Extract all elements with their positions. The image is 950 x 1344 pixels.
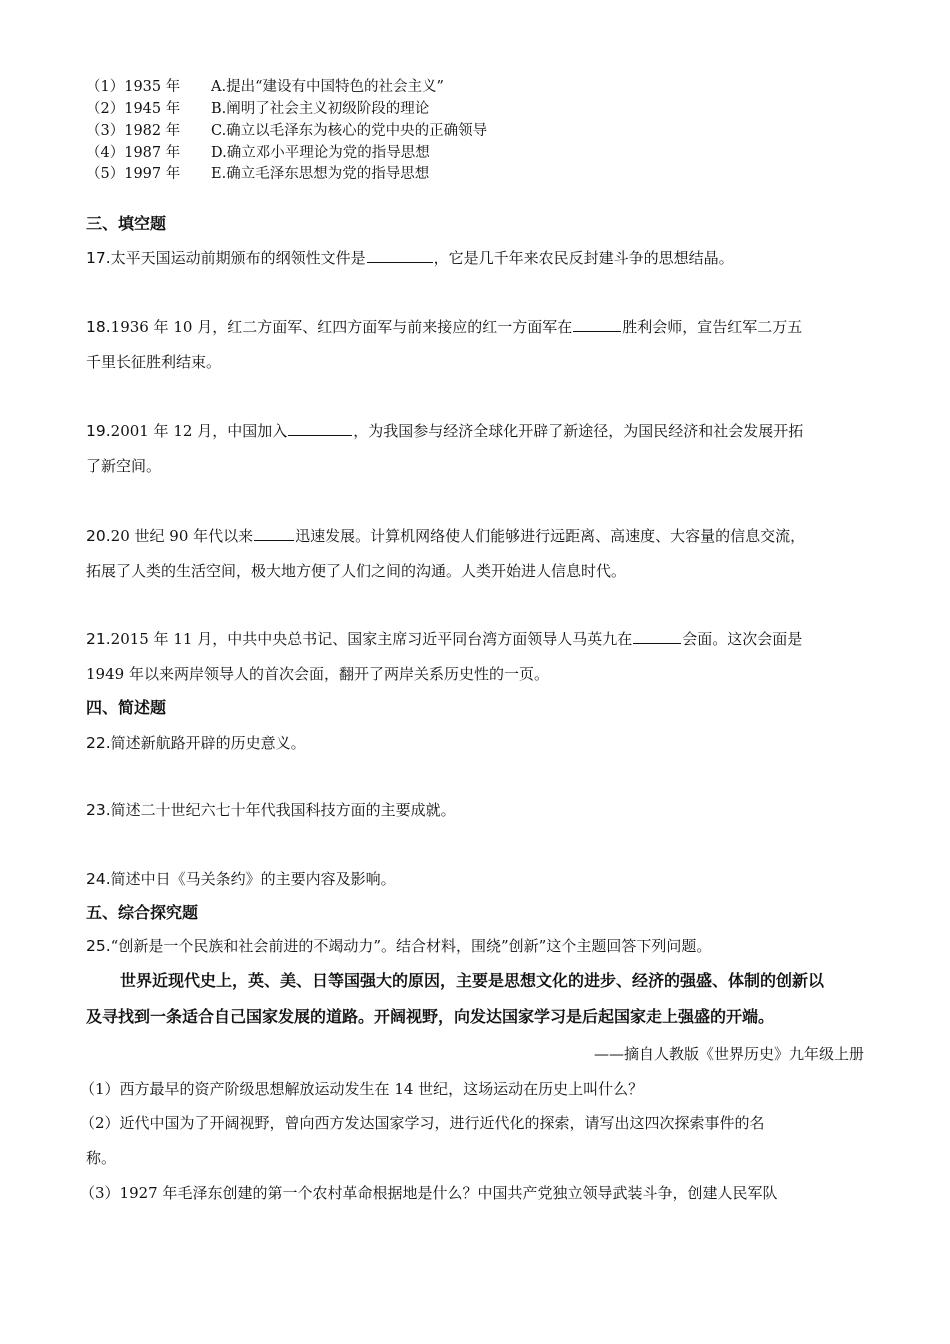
question-23: [86, 800, 456, 820]
question-22: [86, 733, 306, 753]
question-text: 太平天国运动前期颁布的纲领性文件是: [110, 249, 366, 267]
question-text: 简述中日《马关条约》的主要内容及影响。: [110, 870, 396, 888]
section-heading-fill: 三、填空题: [86, 214, 167, 233]
question-text: 1936 年 10 月，红二方面军、红四方面军与前来接应的红一方面军在: [110, 318, 573, 336]
question-19-cont: 了新空间。: [86, 457, 162, 475]
question-text: ，为我国参与经济全球化开辟了新途径，为国民经济和社会发展开拓: [353, 422, 804, 440]
material-source: ——摘自人教版《世界历史》九年级上册: [593, 1045, 864, 1063]
sub-question-2: （2）近代中国为了开阔视野，曾向西方发达国家学习，进行近代化的探索，请写出这四次探索事件的名: [80, 1114, 765, 1132]
section-heading-explore: 五、综合探究题: [86, 903, 199, 922]
match-year: （5）1997 年: [86, 166, 181, 182]
material-line-2: 及寻找到一条适合自己国家发展的道路。开阔视野，向发达国家学习是后起国家走上强盛的开端。: [86, 1007, 775, 1026]
question-21: [86, 629, 802, 649]
question-number: 19.: [86, 422, 111, 440]
question-number: 21.: [86, 630, 111, 648]
question-number: 18.: [86, 318, 111, 336]
match-option: C.确立以毛泽东为核心的党中央的正确领导: [211, 123, 488, 139]
question-number: 24.: [86, 870, 111, 888]
question-text: 简述二十世纪六七十年代我国科技方面的主要成就。: [110, 801, 456, 819]
answer-blank[interactable]: [573, 317, 621, 332]
match-year: （1）1935 年: [86, 79, 181, 95]
question-20: [86, 526, 805, 546]
question-17: [86, 248, 734, 268]
question-21-cont: 1949 年以来两岸领导人的首次会面，翻开了两岸关系历史性的一页。: [86, 665, 549, 683]
question-text: 简述新航路开辟的历史意义。: [110, 734, 306, 752]
match-option: B.阐明了社会主义初级阶段的理论: [211, 101, 430, 117]
question-number: 25.: [86, 937, 111, 955]
answer-blank[interactable]: [254, 526, 294, 541]
match-year: （2）1945 年: [86, 101, 181, 117]
match-row-1: [86, 77, 444, 97]
question-number: 22.: [86, 734, 111, 752]
question-19: [86, 421, 803, 441]
question-text: 迅速发展。计算机网络使人们能够进行远距离、高速度、大容量的信息交流，: [295, 527, 806, 545]
question-number: 23.: [86, 801, 111, 819]
match-year: （3）1982 年: [86, 123, 181, 139]
question-number: 17.: [86, 249, 111, 267]
question-text: ，它是几千年来农民反封建斗争的思想结晶。: [433, 249, 734, 267]
question-text: 2001 年 12 月，中国加入: [110, 422, 288, 440]
question-text: 胜利会师，宣告红军二万五: [622, 318, 803, 336]
match-year: （4）1987 年: [86, 145, 181, 161]
sub-question-2-cont: 称。: [86, 1149, 117, 1167]
match-row-4: [86, 143, 430, 163]
question-18-cont: 千里长征胜利结束。: [86, 353, 222, 371]
question-text: “创新是一个民族和社会前进的不竭动力”。结合材料，围绕”创新”这个主题回答下列问题。: [110, 937, 712, 955]
sub-question-1: （1）西方最早的资产阶级思想解放运动发生在 14 世纪，这场运动在历史上叫什么？: [80, 1080, 644, 1098]
material-line-1: 世界近现代史上，英、美、日等国强大的原因，主要是思想文化的进步、经济的强盛、体制的创新以: [120, 971, 825, 990]
question-18: [86, 317, 802, 337]
question-text: 20 世纪 90 年代以来: [110, 527, 254, 545]
match-row-5: [86, 164, 429, 184]
question-25: [86, 936, 711, 956]
match-option: A.提出“建设有中国特色的社会主义”: [211, 79, 444, 95]
match-option: E.确立毛泽东思想为党的指导思想: [211, 166, 430, 182]
answer-blank[interactable]: [288, 421, 352, 436]
question-20-cont: 拓展了人类的生活空间，极大地方便了人们之间的沟通。人类开始进人信息时代。: [86, 562, 627, 580]
match-row-3: [86, 121, 487, 141]
answer-blank[interactable]: [633, 629, 681, 644]
question-text: 2015 年 11 月，中共中央总书记、国家主席习近平同台湾方面领导人马英九在: [110, 630, 633, 648]
question-24: [86, 869, 396, 889]
section-heading-short: 四、简述题: [86, 698, 167, 717]
answer-blank[interactable]: [367, 248, 433, 263]
question-number: 20.: [86, 527, 111, 545]
match-option: D.确立邓小平理论为党的指导思想: [211, 145, 430, 161]
question-text: 会面。这次会面是: [682, 630, 803, 648]
match-row-2: [86, 99, 429, 119]
sub-question-3: （3）1927 年毛泽东创建的第一个农村革命根据地是什么？中国共产党独立领导武装斗争，创建人民军队: [80, 1184, 778, 1202]
